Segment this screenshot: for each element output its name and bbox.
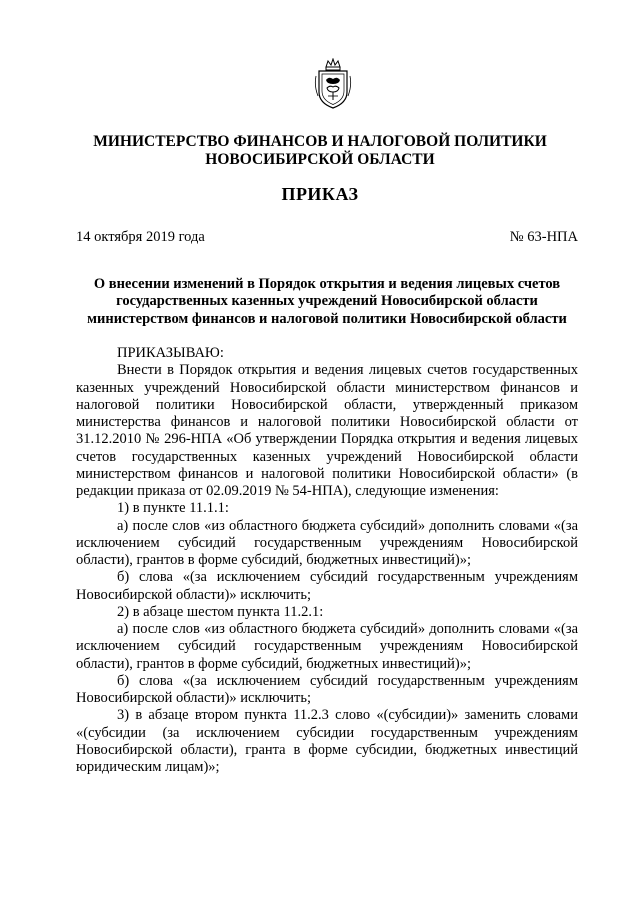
document-meta (76, 229, 578, 246)
ministry-line-1: МИНИСТЕРСТВО ФИНАНСОВ И НАЛОГОВОЙ ПОЛИТИКИ (93, 133, 547, 150)
ministry-name (60, 133, 580, 169)
document-date: 14 октября 2019 года (76, 229, 205, 245)
list-subitem: б) слова «(за исключением субсидий государственным учреждениям Новосибирской области)» исключить; (76, 672, 578, 706)
order-keyword: ПРИКАЗЫВАЮ: (117, 345, 224, 361)
list-subitem: а) после слов «из областного бюджета субсидий» дополнить словами «(за исключением субсидий государственным учреждениям Новосибирской области), грантов в форме субсидий, бюджетных инвестиций)»; (76, 517, 578, 568)
subject-line-1: О внесении изменений в Порядок открытия и ведения лицевых счетов (93, 276, 561, 292)
document-type: ПРИКАЗ (281, 184, 359, 204)
body-paragraph: Внести в Порядок открытия и ведения лицевых счетов государственных казенных учреждений Новосибирской области министерством финансов и налоговой политики Новосибирской области, утвержденный приказом министерства финансов и налоговой политики Новосибирской области от 31.12.2010 № 296-НПА «Об утверждении Порядка открытия и ведения лицевых счетов государственных казенных учреждений Новосибирской области министерством финансов и налоговой политики Новосибирской области» (в редакции приказа от 02.09.2019 № 54-НПА), следующие изменения: (76, 362, 578, 499)
list-subitem: а) после слов «из областного бюджета субсидий» дополнить словами «(за исключением субсидий государственным учреждениям Новосибирской области), грантов в форме субсидий, бюджетных инвестиций)»; (76, 621, 578, 672)
list-subitem: б) слова «(за исключением субсидий государственным учреждениям Новосибирской области)» исключить; (76, 569, 578, 603)
ministry-line-2: НОВОСИБИРСКОЙ ОБЛАСТИ (205, 151, 435, 168)
coat-of-arms-icon (314, 58, 352, 110)
document-number: № 63-НПА (509, 229, 578, 245)
list-item: 1) в пункте 11.1.1: (117, 500, 229, 517)
subject-line-3: министерством финансов и налоговой политики Новосибирской области (87, 310, 567, 327)
list-item: 3) в абзаце втором пункта 11.2.3 слово «(субсидии)» заменить словами «(субсидии (за исключением субсидии государственным учреждениям Новосибирской области), гранта в форме субсидии, бюджетных инвестиций юридическим лицам)»; (76, 707, 578, 775)
list-item: 2) в абзаце шестом пункта 11.2.1: (117, 603, 324, 620)
subject-line-2: государственных казенных учреждений Новосибирской области (116, 293, 538, 310)
document-subject (70, 276, 584, 328)
document-body (76, 345, 578, 776)
